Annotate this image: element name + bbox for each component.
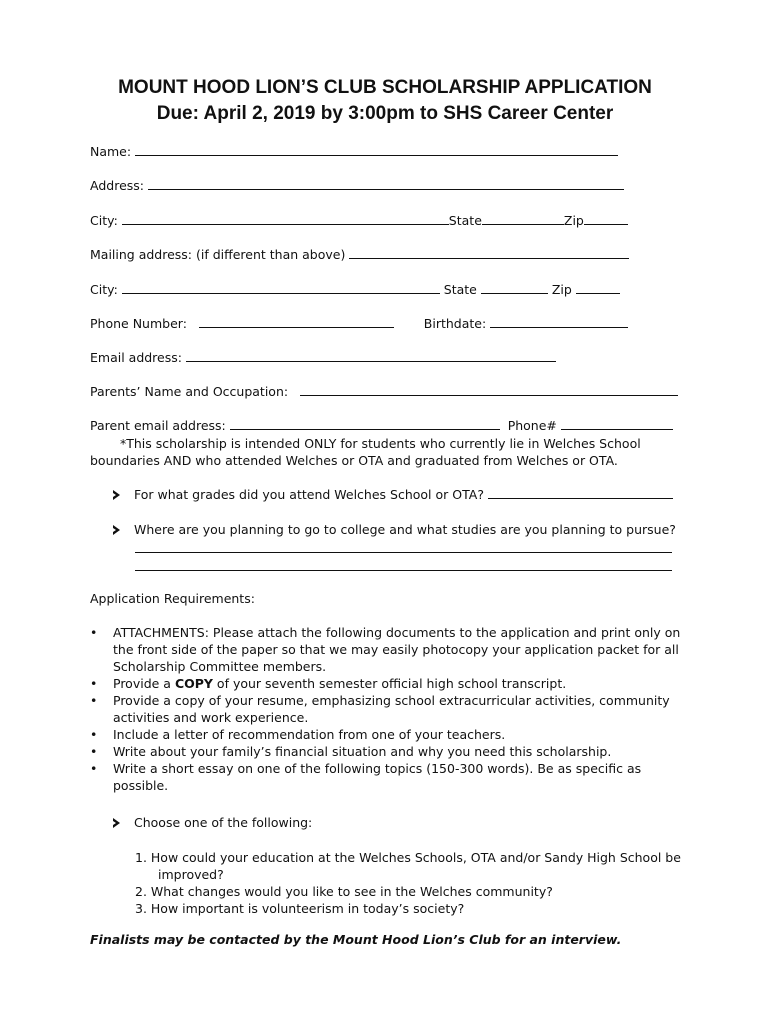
bullet-icon: • [90,761,98,776]
state2-label: State [443,282,477,297]
list-item: • Write about your family’s financial situation and why you need this scholarship. [90,744,612,759]
city2-label: City: [90,282,118,297]
college-answer-line-2[interactable] [135,570,672,571]
address-label: Address: [90,178,144,193]
bullet-icon: • [90,727,98,742]
city-field[interactable] [122,212,449,225]
name-field[interactable] [135,143,618,156]
college-answer-line-1[interactable] [135,552,672,553]
list-item: • ATTACHMENTS: Please attach the following documents to the application and print only on the front side of the paper so that we may easily photocopy your application packet for all Scholarship Committee members. [90,625,681,674]
arrow-bullet-icon [113,490,120,500]
parent-email-row [90,417,673,434]
parents-row [90,383,678,400]
state-field[interactable] [482,212,564,225]
name-label: Name: [90,144,132,159]
eligibility-note: *This scholarship is intended ONLY for students who currently lie in Welches School boundaries AND who attended Welches or OTA and graduated from Welches or OTA. [90,436,641,468]
essay-topics [135,849,695,917]
parent-email-field[interactable] [230,417,500,430]
city2-row [90,281,620,298]
zip2-label: Zip [551,282,572,297]
requirements-list [90,624,690,794]
phone-field[interactable] [199,315,394,328]
bullet-icon: • [90,625,98,640]
phone-row [90,315,628,332]
bullet-icon: • [90,676,98,691]
due-date: Due: April 2, 2019 by 3:00pm to SHS Career Center [156,103,614,124]
bullet-icon: • [90,693,98,708]
list-item: 3. How important is volunteerism in today’s society? [135,901,465,916]
essay-prompt-row [113,814,312,831]
list-item: • Provide a copy of your resume, emphasizing school extracurricular activities, community activities and work experience. [90,693,670,725]
college-question-row [113,521,676,538]
city-row [90,212,628,229]
zip-field[interactable] [584,212,628,225]
grades-question-row [113,486,673,503]
email-field[interactable] [186,349,556,362]
mailing-field[interactable] [349,246,629,259]
list-item: 1. How could your education at the Welches Schools, OTA and/or Sandy High School be improved? [135,850,681,882]
arrow-bullet-icon [113,818,120,828]
grades-question: For what grades did you attend Welches School or OTA? [134,487,484,502]
parent-phone-field[interactable] [561,417,673,430]
city-label: City: [90,213,118,228]
phone-num-label: Phone# [507,418,557,433]
list-item: 2. What changes would you like to see in the Welches community? [135,884,553,899]
city2-field[interactable] [122,281,440,294]
requirements-heading: Application Requirements: [90,591,255,606]
college-question: Where are you planning to go to college and what studies are you planning to pursue? [134,522,676,537]
address-field[interactable] [148,177,624,190]
list-item: • Write a short essay on one of the following topics (150-300 words). Be as specific as possible. [90,761,642,793]
state-label: State [448,213,482,228]
grades-field[interactable] [488,486,673,499]
parents-field[interactable] [300,383,678,396]
list-item: • Include a letter of recommendation from one of your teachers. [90,727,506,742]
footer-note: Finalists may be contacted by the Mount Hood Lion’s Club for an interview. [90,932,622,947]
bullet-icon: • [90,744,98,759]
birthdate-label: Birthdate: [423,316,487,331]
zip-label: Zip [563,213,584,228]
state2-field[interactable] [481,281,548,294]
arrow-bullet-icon [113,525,120,535]
email-row [90,349,556,366]
phone-label: Phone Number: [90,316,187,331]
email-label: Email address: [90,350,182,365]
form-title: MOUNT HOOD LION’S CLUB SCHOLARSHIP APPLICATION [118,77,652,98]
address-row [90,177,624,194]
name-row [90,143,618,160]
birthdate-field[interactable] [490,315,628,328]
zip2-field[interactable] [576,281,620,294]
essay-prompt: Choose one of the following: [134,815,313,830]
parents-label: Parents’ Name and Occupation: [90,384,289,399]
parent-email-label: Parent email address: [90,418,226,433]
mailing-row [90,246,629,263]
mailing-label: Mailing address: (if different than above) [90,247,346,262]
list-item: • Provide a COPY of your seventh semester official high school transcript. [90,676,567,691]
